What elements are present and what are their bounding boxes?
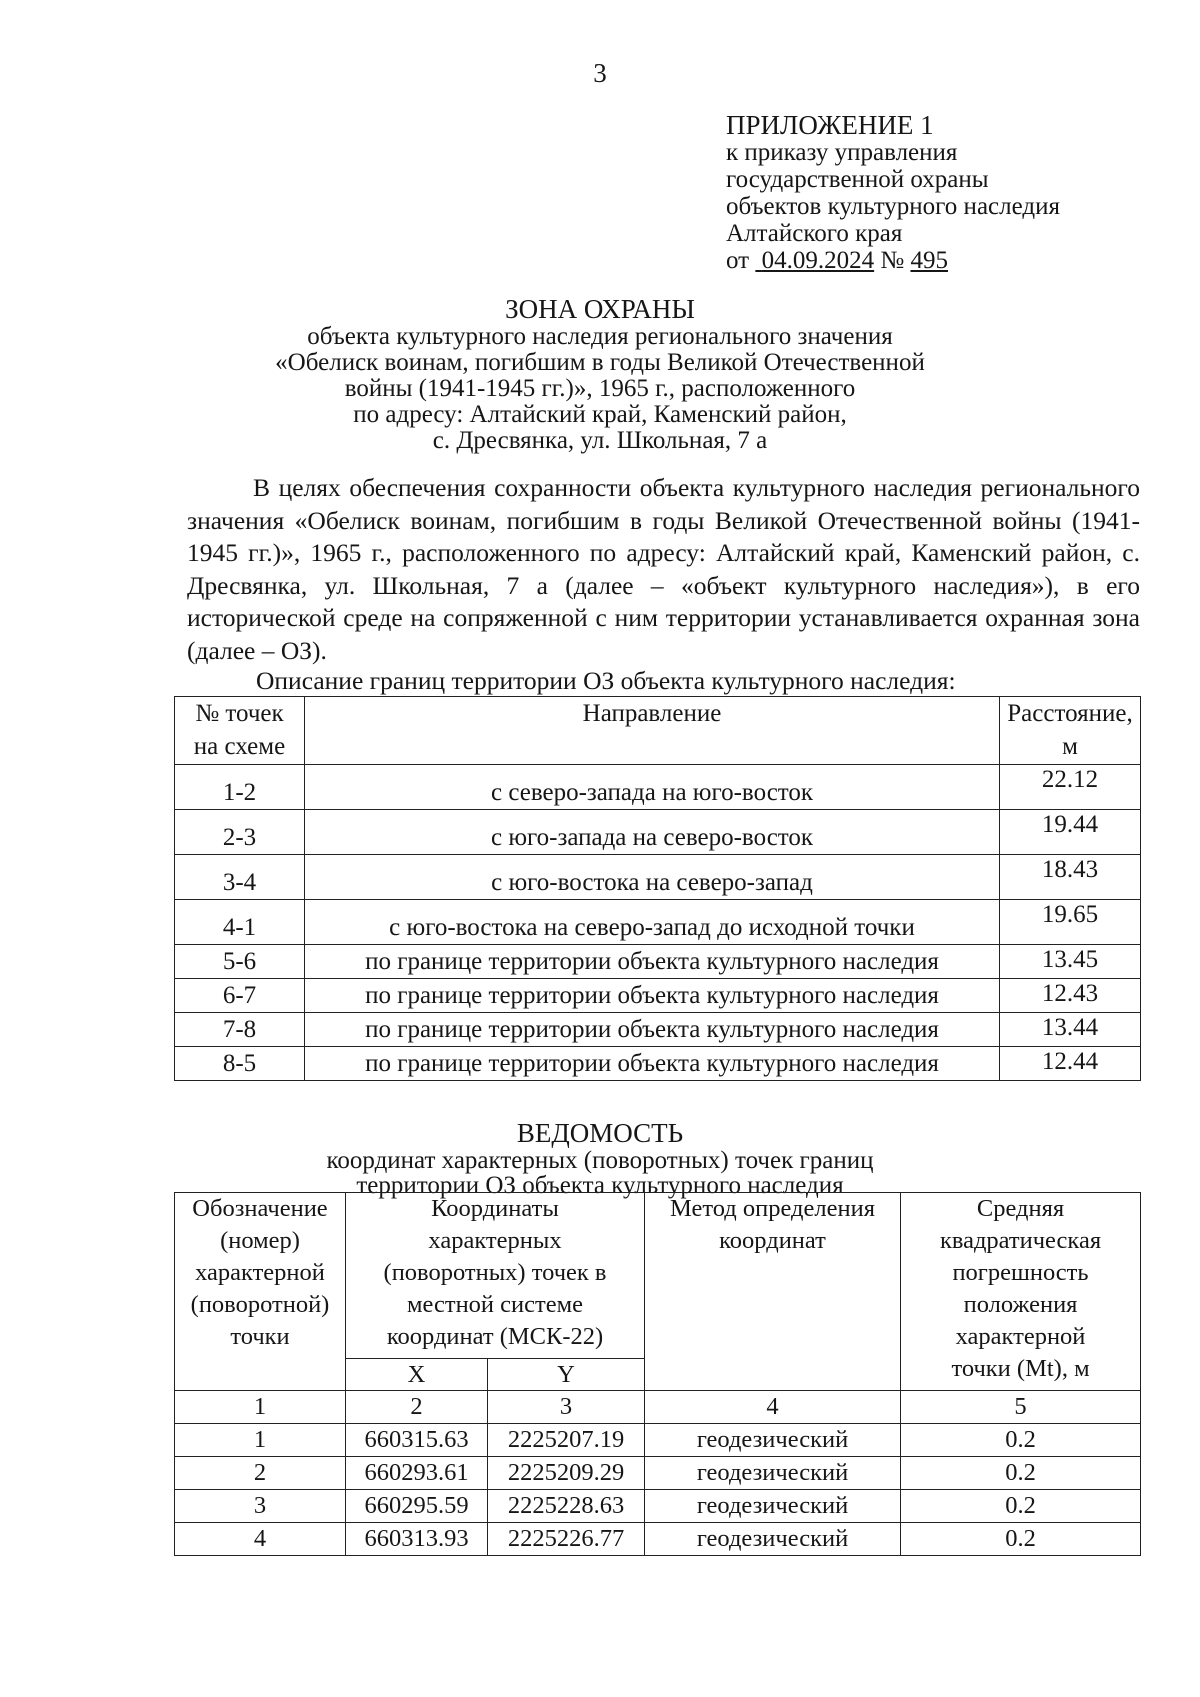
table-row bbox=[175, 1457, 1141, 1490]
header-line: Средняя bbox=[976, 1195, 1065, 1222]
header-line: Метод определения bbox=[670, 1195, 875, 1222]
row-distance: 19.65 bbox=[1000, 900, 1141, 945]
header-line: Обозначение bbox=[192, 1195, 328, 1222]
appendix-line: государственной охраны bbox=[726, 166, 989, 193]
number-sign: № bbox=[880, 247, 905, 274]
zone-line: по адресу: Алтайский край, Каменский район, bbox=[353, 401, 847, 428]
row-points: 1-2 bbox=[175, 765, 305, 810]
order-date bbox=[755, 247, 874, 274]
column-number: 5 bbox=[901, 1391, 1141, 1424]
cell-error: 0.2 bbox=[901, 1490, 1141, 1523]
cell-point: 4 bbox=[175, 1523, 346, 1556]
header-line: характерной bbox=[195, 1259, 325, 1286]
cell-error: 0.2 bbox=[901, 1523, 1141, 1556]
boundary-table-caption: Описание границ территории ОЗ объекта культурного наследия: bbox=[256, 666, 956, 695]
table-row bbox=[175, 855, 1141, 900]
row-points: 3-4 bbox=[175, 855, 305, 900]
header-line: точки (Mt), м bbox=[951, 1355, 1090, 1382]
row-distance: 19.44 bbox=[1000, 810, 1141, 855]
header-line: (поворотной) bbox=[190, 1291, 330, 1318]
cell-y: 2225209.29 bbox=[488, 1457, 645, 1490]
page-number: 3 bbox=[593, 58, 607, 88]
header-line: (номер) bbox=[220, 1227, 300, 1254]
header-line: Координаты bbox=[431, 1195, 559, 1222]
header-coordinates bbox=[346, 1193, 645, 1359]
header-distance-line: Расстояние, bbox=[1007, 700, 1133, 727]
order-date-value: 04.09.2024 bbox=[761, 247, 875, 274]
table-row bbox=[175, 1013, 1141, 1047]
row-distance: 13.44 bbox=[1000, 1013, 1141, 1047]
row-points: 5-6 bbox=[175, 945, 305, 979]
cell-x: 660293.61 bbox=[346, 1457, 488, 1490]
row-direction: с юго-востока на северо-запад до исходной точки bbox=[305, 900, 1000, 945]
cell-y: 2225228.63 bbox=[488, 1490, 645, 1523]
cell-method: геодезический bbox=[645, 1523, 901, 1556]
header-line: положения bbox=[963, 1291, 1078, 1318]
cell-point: 2 bbox=[175, 1457, 346, 1490]
table-row bbox=[175, 1490, 1141, 1523]
header-line: характерных bbox=[428, 1227, 562, 1254]
table-row bbox=[175, 1047, 1141, 1081]
cell-y: 2225207.19 bbox=[488, 1424, 645, 1457]
header-points bbox=[175, 697, 305, 765]
cell-method: геодезический bbox=[645, 1457, 901, 1490]
header-points-line: на схеме bbox=[193, 733, 286, 760]
header-line: характерной bbox=[955, 1323, 1086, 1350]
vedomost-line: координат характерных (поворотных) точек границ bbox=[326, 1147, 874, 1174]
order-number: 495 bbox=[910, 247, 948, 274]
row-distance: 12.43 bbox=[1000, 979, 1141, 1013]
appendix-block bbox=[726, 112, 1060, 274]
cell-x: 660295.59 bbox=[346, 1490, 488, 1523]
table-row bbox=[175, 810, 1141, 855]
row-points: 4-1 bbox=[175, 900, 305, 945]
cell-x: 660315.63 bbox=[346, 1424, 488, 1457]
row-points: 8-5 bbox=[175, 1047, 305, 1081]
header-method bbox=[645, 1193, 901, 1391]
row-direction: с юго-запада на северо-восток bbox=[305, 810, 1000, 855]
row-direction: с северо-запада на юго-восток bbox=[305, 765, 1000, 810]
header-distance-line: м bbox=[1062, 733, 1078, 760]
row-direction: по границе территории объекта культурного наследия bbox=[305, 945, 1000, 979]
row-distance: 13.45 bbox=[1000, 945, 1141, 979]
cell-method: геодезический bbox=[645, 1490, 901, 1523]
vedomost-line: территории ОЗ объекта культурного наследия bbox=[356, 1172, 844, 1199]
vedomost-heading bbox=[160, 1118, 1040, 1198]
cell-point: 1 bbox=[175, 1424, 346, 1457]
from-prefix: от bbox=[726, 247, 750, 274]
table-row bbox=[175, 900, 1141, 945]
row-direction: по границе территории объекта культурного наследия bbox=[305, 979, 1000, 1013]
header-line: координат bbox=[719, 1227, 826, 1254]
table-row bbox=[175, 1523, 1141, 1556]
header-distance bbox=[1000, 697, 1141, 765]
zone-line: с. Дресвянка, ул. Школьная, 7 а bbox=[432, 427, 768, 454]
header-x: X bbox=[346, 1359, 488, 1391]
zone-title: ЗОНА ОХРАНЫ bbox=[505, 294, 695, 324]
cell-error: 0.2 bbox=[901, 1424, 1141, 1457]
table-header-row bbox=[175, 697, 1141, 765]
cell-y: 2225226.77 bbox=[488, 1523, 645, 1556]
row-points: 2-3 bbox=[175, 810, 305, 855]
boundary-table bbox=[174, 696, 1141, 1081]
table-row bbox=[175, 979, 1141, 1013]
cell-error: 0.2 bbox=[901, 1457, 1141, 1490]
column-number-row bbox=[175, 1391, 1141, 1424]
header-error bbox=[901, 1193, 1141, 1391]
column-number: 2 bbox=[346, 1391, 488, 1424]
column-number: 3 bbox=[488, 1391, 645, 1424]
zone-heading bbox=[160, 294, 1040, 454]
header-designation bbox=[175, 1193, 346, 1391]
appendix-line: к приказу управления bbox=[726, 139, 958, 166]
row-direction: по границе территории объекта культурного наследия bbox=[305, 1047, 1000, 1081]
appendix-date-line bbox=[726, 247, 1060, 274]
coord-header-row bbox=[175, 1193, 1141, 1359]
zone-line: войны (1941-1945 гг.)», 1965 г., расположенного bbox=[344, 375, 856, 402]
header-line: точки bbox=[230, 1323, 290, 1350]
appendix-line: объектов культурного наследия bbox=[726, 193, 1060, 220]
header-line: квадратическая bbox=[939, 1227, 1102, 1254]
row-distance: 18.43 bbox=[1000, 855, 1141, 900]
table-row bbox=[175, 765, 1141, 810]
header-points-line: № точек bbox=[195, 700, 284, 727]
zone-line: «Обелиск воинам, погибшим в годы Великой Отечественной bbox=[275, 349, 925, 376]
column-number: 4 bbox=[645, 1391, 901, 1424]
row-direction: с юго-востока на северо-запад bbox=[305, 855, 1000, 900]
row-points: 6-7 bbox=[175, 979, 305, 1013]
header-line: координат (МСК-22) bbox=[386, 1323, 604, 1350]
cell-method: геодезический bbox=[645, 1424, 901, 1457]
vedomost-title: ВЕДОМОСТЬ bbox=[516, 1118, 684, 1148]
table-row bbox=[175, 1424, 1141, 1457]
cell-point: 3 bbox=[175, 1490, 346, 1523]
table-row bbox=[175, 945, 1141, 979]
header-line: местной системе bbox=[407, 1291, 583, 1318]
header-line: погрешность bbox=[952, 1259, 1089, 1286]
zone-line: объекта культурного наследия регионального значения bbox=[307, 323, 893, 350]
appendix-title: ПРИЛОЖЕНИЕ 1 bbox=[726, 110, 934, 140]
intro-paragraph: В целях обеспечения сохранности объекта культурного наследия регионального значения «Обелиск воинам, погибшим в годы Великой Отечественной войны (1941-1945 гг.)», 1965 г., расположенного по адресу: Алтайский край, Каменский район, с. Дресвянка, ул. Школьная, 7 а (далее – «объект культурного наследия»), в его исторической среде на сопряженной с ним территории устанавливается охранная зона (далее – ОЗ). bbox=[187, 473, 1140, 665]
row-direction: по границе территории объекта культурного наследия bbox=[305, 1013, 1000, 1047]
header-direction: Направление bbox=[305, 697, 1000, 765]
coordinates-table bbox=[174, 1192, 1141, 1556]
column-number: 1 bbox=[175, 1391, 346, 1424]
cell-x: 660313.93 bbox=[346, 1523, 488, 1556]
appendix-line: Алтайского края bbox=[726, 220, 903, 247]
header-line: (поворотных) точек в bbox=[383, 1259, 607, 1286]
row-points: 7-8 bbox=[175, 1013, 305, 1047]
row-distance: 12.44 bbox=[1000, 1047, 1141, 1081]
header-y: Y bbox=[488, 1359, 645, 1391]
row-distance: 22.12 bbox=[1000, 765, 1141, 810]
